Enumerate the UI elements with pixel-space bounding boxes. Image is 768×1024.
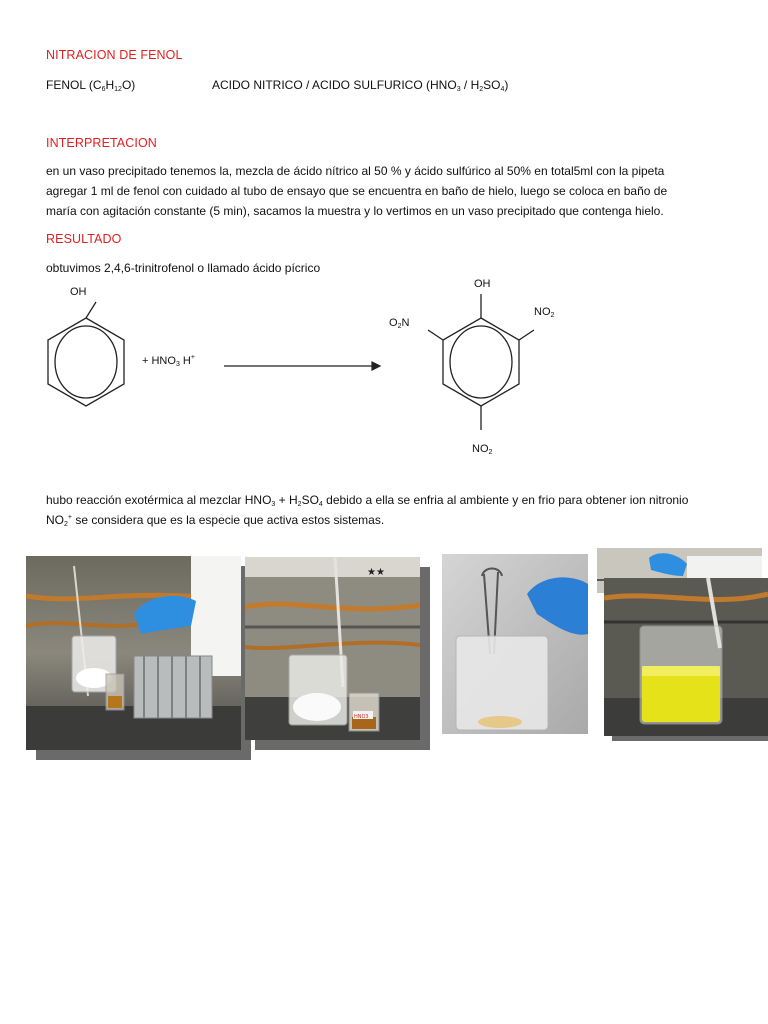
- page-title: NITRACION DE FENOL: [46, 48, 183, 62]
- photo-yellow-product: [604, 578, 768, 736]
- interpretation-heading: INTERPRETACION: [46, 136, 157, 150]
- reaction-scheme: [0, 270, 768, 470]
- photo-2-image: [245, 557, 420, 740]
- interpretation-line: en un vaso precipitado tenemos la, mezcla de ácido nítrico al 50 % y ácido sulfúrico al 50% en total5ml con la pipeta: [46, 164, 665, 178]
- conclusion-line-1: hubo reacción exotérmica al mezclar $HNO_3 + H_2SO_4$ debido a ella se enfria al ambiente y en frio para obtener ion nitronio: [46, 493, 689, 508]
- result-text: obtuvimos 2,4,6-trinitrofenol o llamado ácido pícrico: [46, 261, 321, 275]
- interpretation-line: agregar 1 ml de fenol con cuidado al tubo de ensayo que se encuentra en baño de hielo, luego se coloca en baño de: [46, 184, 668, 198]
- photo-stirring-beaker: [26, 556, 241, 750]
- phenol-oh-label: OH: [70, 286, 87, 298]
- interpretation-paragraph: [46, 161, 746, 221]
- product-o2n-label: $O_2N$: [389, 317, 410, 330]
- photo-ice-bath: [245, 557, 420, 740]
- photo-1-image: [26, 556, 241, 750]
- photo-5-image: [604, 578, 768, 736]
- phenol-structure: [48, 302, 124, 406]
- product-no2-bottom-label: $NO_2$: [472, 443, 493, 456]
- conclusion-line-2: $NO_2^+$ se considera que es la especie que activa estos sistemas.: [46, 513, 385, 528]
- product-no2-right-label: $NO_2$: [534, 306, 555, 319]
- stars-label: ★★: [367, 567, 385, 578]
- interpretation-line: maría con agitación constante (5 min), sacamos la muestra y lo vertimos en un vaso precipitado que contenga hielo.: [46, 204, 664, 218]
- acid-formula: ACIDO NITRICO / ACIDO SULFURICO $(HNO_3 / H_2SO_4)$: [212, 78, 509, 93]
- reaction-arrow: [224, 362, 380, 370]
- picric-acid-structure: [428, 294, 534, 430]
- reagent-label: + $HNO_3$ H+: [142, 354, 195, 368]
- photo-tongs-beaker: [442, 554, 588, 734]
- tube-label: HNO3: [354, 714, 369, 720]
- product-oh-label: OH: [474, 278, 491, 290]
- result-heading: RESULTADO: [46, 232, 122, 246]
- photo-3-image: [442, 554, 588, 734]
- phenol-formula: FENOL $(C_6H_{12}O)$: [46, 78, 136, 93]
